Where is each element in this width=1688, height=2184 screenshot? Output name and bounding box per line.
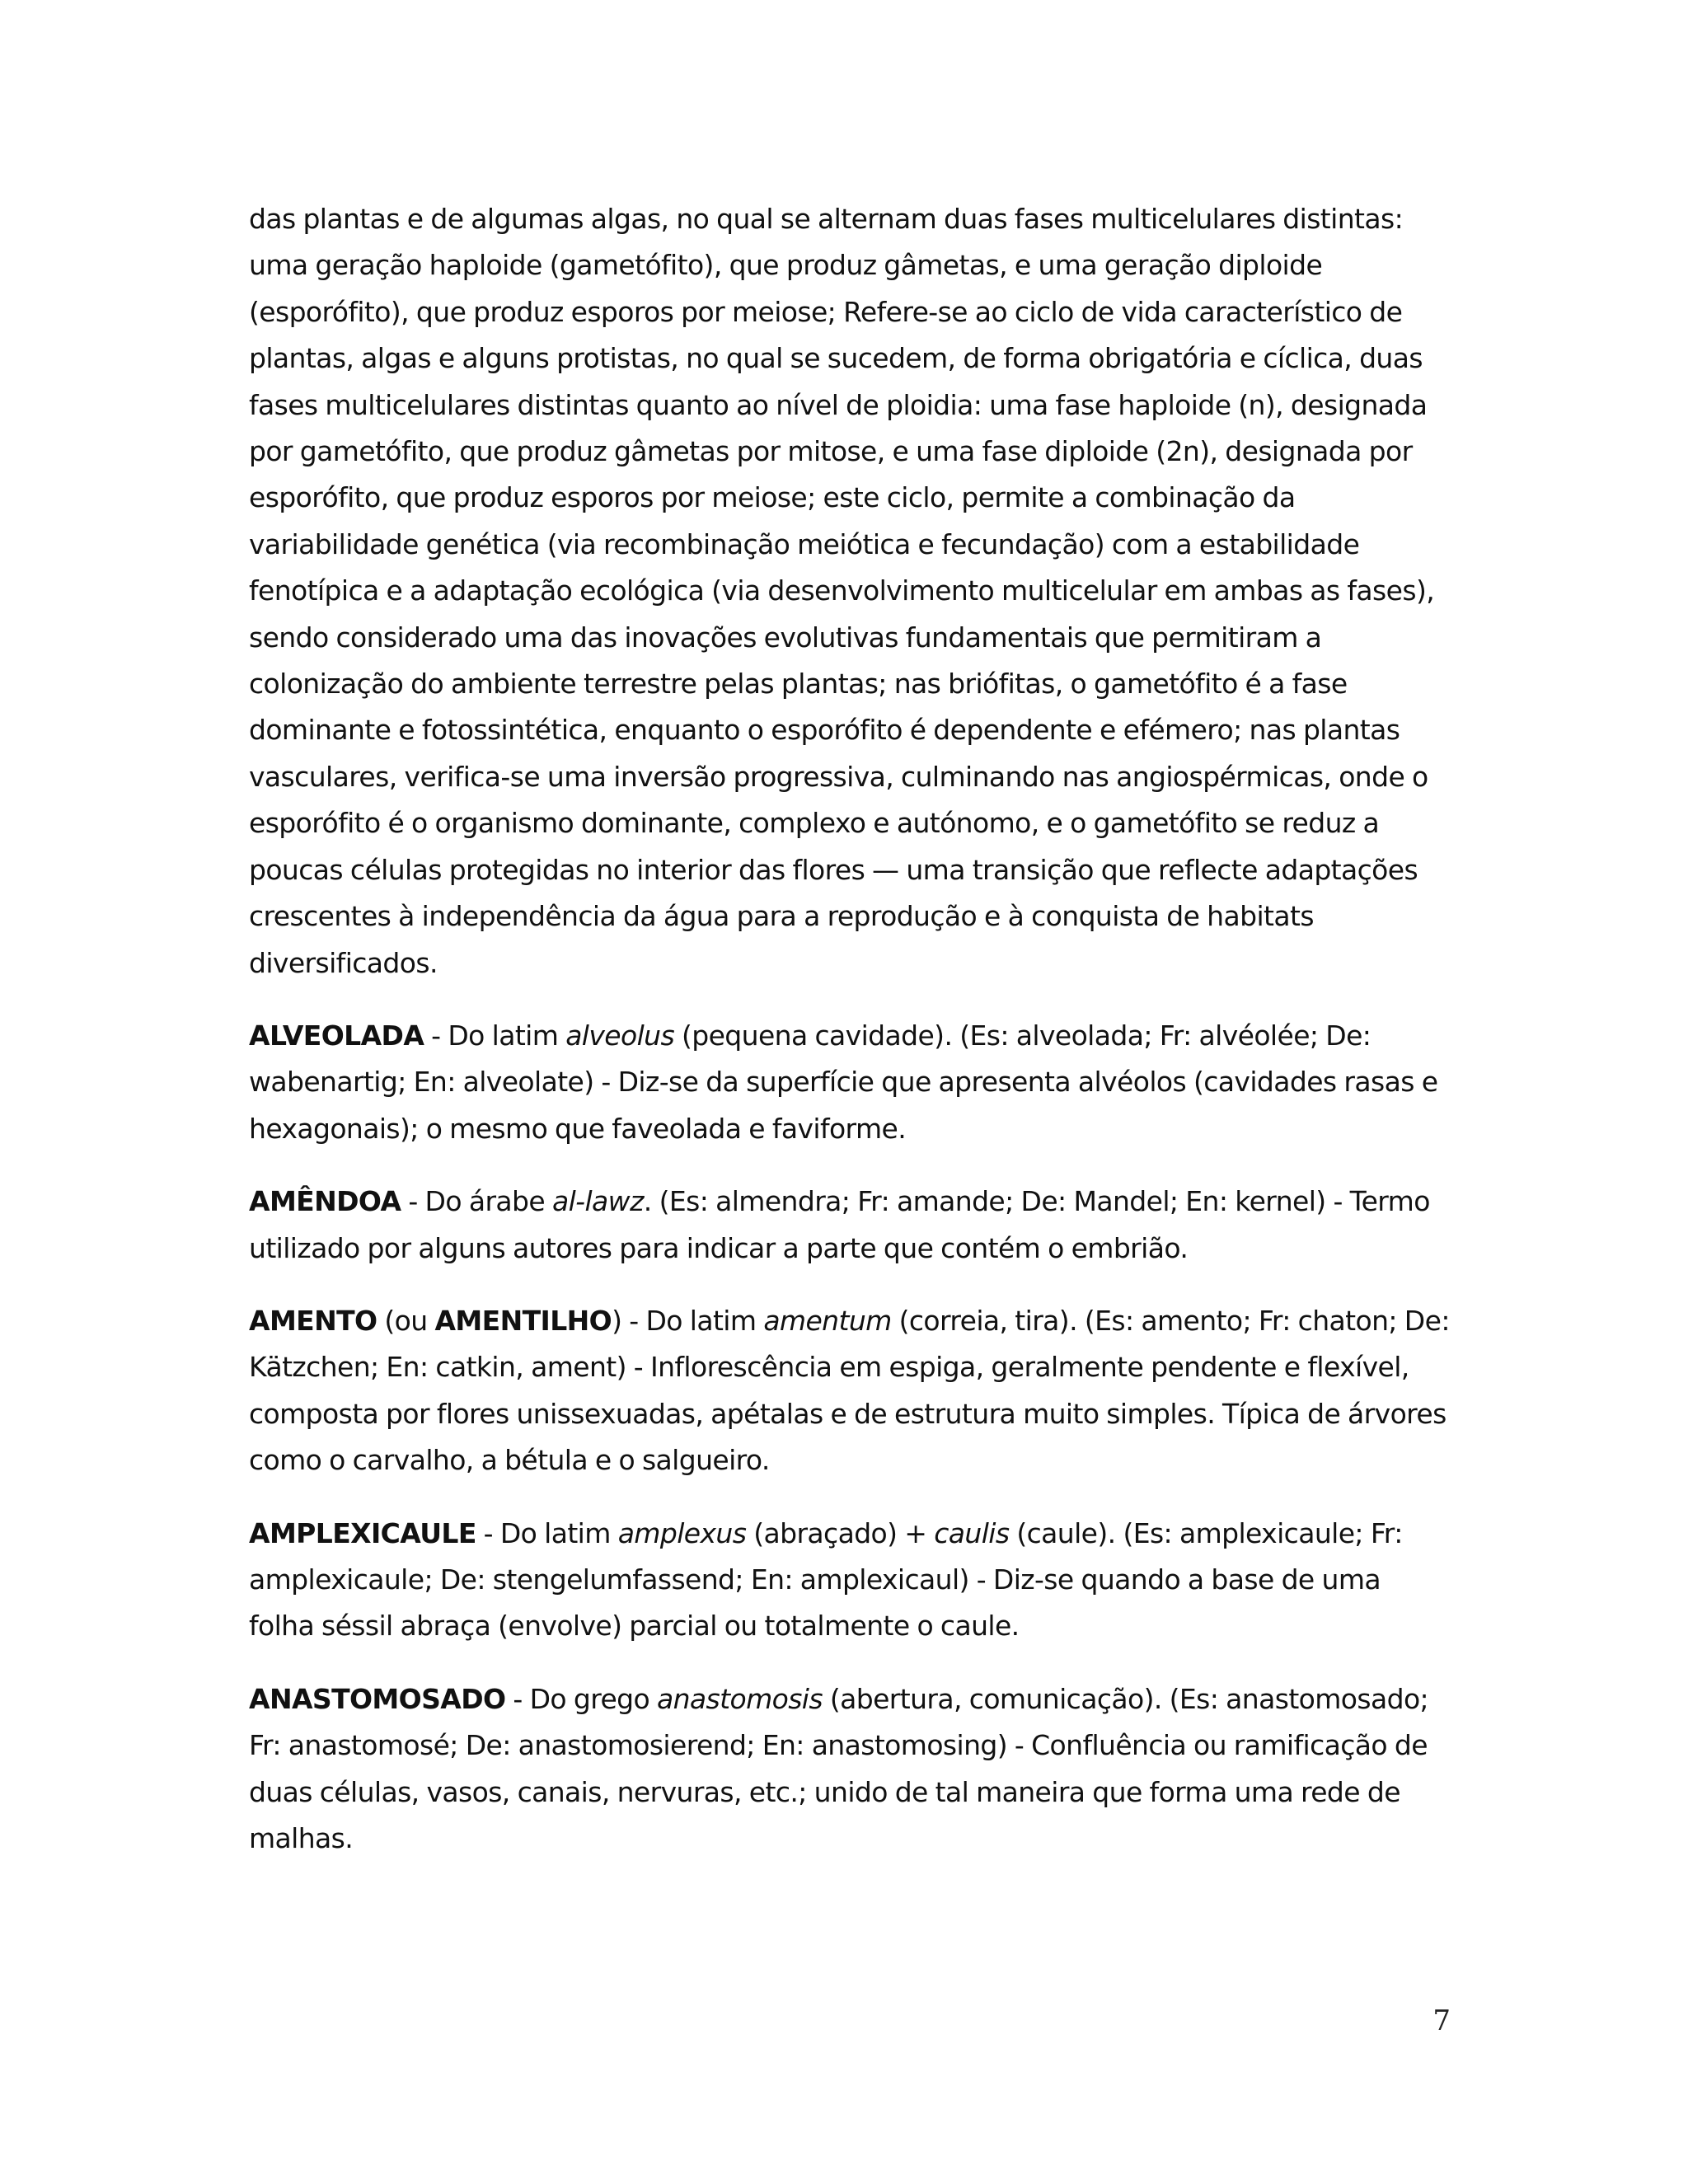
entry-alt-open: (ou [377, 1304, 435, 1337]
entry-etymon: anastomosis [656, 1682, 823, 1715]
glossary-entry-anastomosado [249, 1676, 1452, 1863]
entry-definition: (pequena cavidade). (Es: alveolada; Fr: alvéolée; De: wabenartig; En: alveolate) - Diz-se da superfície que apresenta alvéolos (cavidades rasas e hexagonais); o mesmo que faveolada e faviforme. [249, 1019, 1438, 1145]
entry-term: ANASTOMOSADO [249, 1682, 506, 1715]
document-page [249, 196, 1452, 1888]
entry-etymon-2: caulis [934, 1516, 1010, 1549]
entry-alt-term: AMENTILHO [434, 1304, 612, 1337]
entry-term: AMPLEXICAULE [249, 1516, 476, 1549]
entry-etymon: alveolus [565, 1019, 675, 1052]
entry-term: AMENTO [249, 1304, 377, 1337]
entry-etymon: amplexus [617, 1516, 747, 1549]
page-number: 7 [1432, 2004, 1451, 2037]
entry-etymon: amentum [763, 1304, 892, 1337]
entry-origin-prefix: - Do árabe [401, 1185, 552, 1218]
entry-origin-prefix: - Do latim [476, 1516, 618, 1549]
entry-definition: . (Es: almendra; Fr: amande; De: Mandel; En: kernel) - Termo utilizado por alguns autores para indicar a parte que contém o embrião. [249, 1185, 1430, 1264]
entry-origin-prefix: - Do grego [505, 1682, 657, 1715]
entry-term: AMÊNDOA [249, 1185, 401, 1218]
glossary-entry-amendoa [249, 1179, 1452, 1272]
glossary-entry-amplexicaule [249, 1511, 1452, 1650]
entry-origin-prefix: - Do latim [424, 1019, 566, 1052]
continuation-paragraph [249, 196, 1452, 987]
entry-definition: (correia, tira). (Es: amento; Fr: chaton; De: Kätzchen; En: catkin, ament) - Inflorescência em espiga, geralmente pendente e flexível, composta por flores unissexuadas, apétalas e de estrutura muito simples. Típica de árvores como o carvalho, a bétula e o salgueiro. [249, 1304, 1450, 1477]
entry-mid-text: (abraçado) + [746, 1516, 935, 1549]
glossary-entry-alveolada [249, 1013, 1452, 1152]
entry-definition: (abertura, comunicação). (Es: anastomosado; Fr: anastomosé; De: anastomosierend; En: anastomosing) - Confluência ou ramificação de duas células, vasos, canais, nervuras, etc.; unido de tal maneira que forma uma rede de malhas. [249, 1682, 1429, 1854]
entry-definition: (caule). (Es: amplexicaule; Fr: amplexicaule; De: stengelumfassend; En: amplexicaul) - Diz-se quando a base de uma folha séssil abraça (envolve) parcial ou totalmente o caule. [249, 1516, 1403, 1643]
glossary-entry-amento [249, 1298, 1452, 1484]
entry-etymon: al-lawz [551, 1185, 644, 1218]
continuation-text: das plantas e de algumas algas, no qual se alternam duas fases multicelulares distintas: uma geração haploide (gametófito), que produz gâmetas, e uma geração diploide (esporófito), que produz esporos por meiose; Refere-se ao ciclo de vida característico de plantas, algas e alguns protistas, no qual se sucedem, de forma obrigatória e cíclica, duas fases multicelulares distintas quanto ao nível de ploidia: uma fase haploide (n), designada por gametófito, que produz gâmetas por mitose, e uma fase diploide (2n), designada por esporófito, que produz esporos por meiose; este ciclo, permite a combinação da variabilidade genética (via recombinação meiótica e fecundação) com a estabilidade fenotípica e a adaptação ecológica (via desenvolvimento multicelular em ambas as fases), sendo considerado uma das inovações evolutivas fundamentais que permitiram a colonização do ambiente terrestre pelas plantas; nas briófitas, o gametófito é a fase dominante e fotossintética, enquanto o esporófito é dependente e efémero; nas plantas vasculares, verifica-se uma inversão progressiva, culminando nas angiospérmicas, onde o esporófito é o organismo dominante, complexo e autónomo, e o gametófito se reduz a poucas células protegidas no interior das flores — uma transição que reflecte adaptações crescentes à independência da água para a reprodução e à conquista de habitats diversificados. [249, 203, 1435, 979]
entry-origin-prefix: ) - Do latim [612, 1304, 764, 1337]
entry-term: ALVEOLADA [249, 1019, 424, 1052]
